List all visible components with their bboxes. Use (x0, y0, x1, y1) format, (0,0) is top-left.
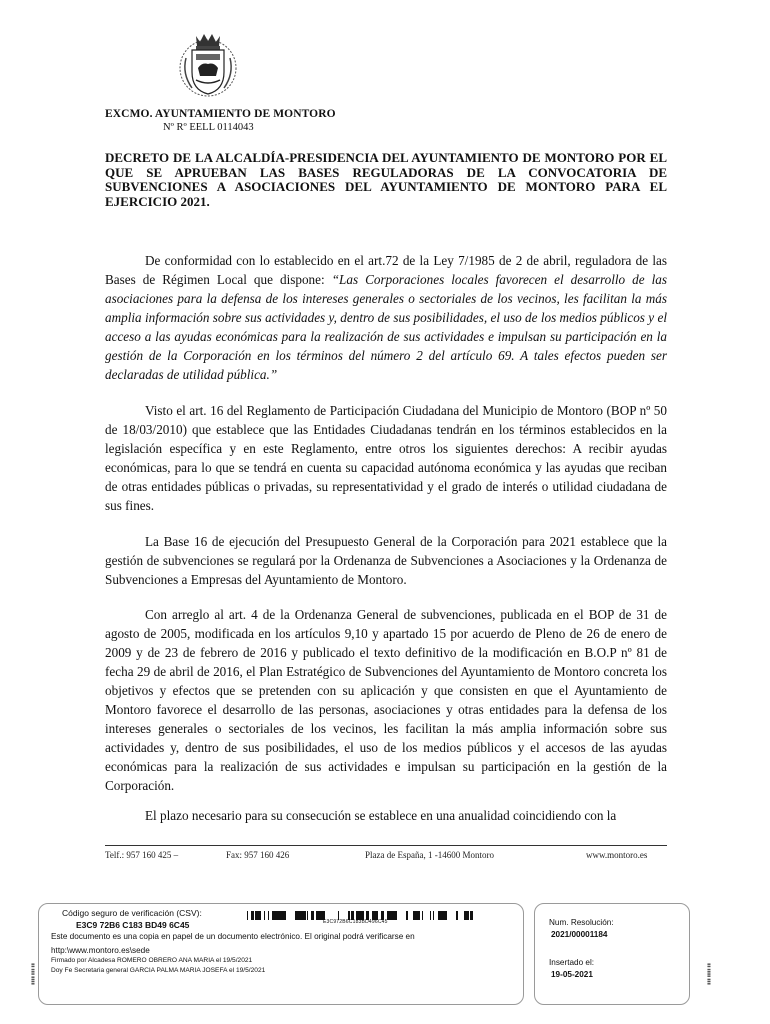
signed-by: Firmado por Alcadesa ROMERO OBRERO ANA MARIA el 19/5/2021 (51, 957, 253, 964)
margin-vertical-mark-left: ▮▮▮▮ ▮▮▮ ▮▮ (30, 963, 35, 985)
paragraph-5-text: El plazo necesario para su consecución se establece en una anualidad coincidiendo con la (145, 808, 617, 823)
barcode-bar (303, 911, 306, 920)
barcode-bar (307, 911, 308, 920)
barcode-bar (272, 911, 275, 920)
barcode-bar (389, 911, 391, 920)
barcode-bar (470, 911, 473, 920)
barcode-bar (418, 911, 420, 920)
barcode-bar (438, 911, 440, 920)
footer-phone: Telf.: 957 160 425 – (105, 850, 179, 860)
barcode-bar (279, 911, 282, 920)
barcode-bar (282, 911, 285, 920)
barcode-bar (466, 911, 469, 920)
barcode-bar (275, 911, 276, 920)
registry-number: Nº Rº EELL 0114043 (163, 122, 254, 133)
barcode-bar (285, 911, 286, 920)
decree-title: DECRETO DE LA ALCALDÍA-PRESIDENCIA DEL AYUNTAMIENTO DE MONTORO POR EL QUE SE APRUEBAN LAS BASES REGULADORAS DE LA CONVOCATORIA DE SUBVENCIONES A ASOCIACIONES DEL AYUNTAMIENTO DE MONTORO PARA EL EJERCICIO 2021. (105, 150, 667, 209)
paragraph-1-quote: “Las Corporaciones locales favorecen el desarrollo de las asociaciones para la defensa de los intereses generales o sectoriales de los vecinos, les facilitan la más amplia información sobre sus actividades y, dentro de sus posibilidades, el uso de los medios públicos y el acceso a las ayudas económicas para la realización de sus actividades e impulsan su participación en la gestión de la Corporación en los términos del número 2 del artículo 69. A tales efectos pueden ser declaradas de utilidad pública.” (105, 272, 667, 382)
footer-fax: Fax: 957 160 426 (226, 850, 290, 860)
coat-of-arms-icon (178, 28, 238, 100)
barcode-bar (391, 911, 394, 920)
barcode-bar (317, 911, 319, 920)
paragraph-3-text: La Base 16 de ejecución del Presupuesto General de la Corporación para 2021 establece que la gestión de subvenciones se regulará por la Ordenanza de Subvenciones a Asociaciones y la Ordenanza de Subvenciones a Empresas del Ayuntamiento de Montoro. (105, 534, 667, 587)
footer-divider (105, 845, 667, 846)
barcode-bar (311, 911, 314, 920)
barcode-bar (416, 911, 418, 920)
barcode-bar (301, 911, 303, 920)
paragraph-1-lead: De conformidad con lo establecido en el art.72 de la Ley 7/1985 de 2 de abril, reguladora de las Bases de Régimen Local que dispone: (105, 253, 667, 287)
paragraph-2-text: Visto el art. 16 del Reglamento de Participación Ciudadana del Municipio de Montoro (BOP nº 50 de 18/03/2010) que establece que las Entidades Ciudadanas tendrán en los términos establecidos en la legislación específica y en este Reglamento, entre otros los siguientes derechos: A recibir ayudas económicas, para lo que se tendrá en cuenta su capacidad autónoma económica y las ayudas que reciban de otras entidades públicas o privadas, su representatividad y el grado de interés o utilidad ciudadana de sus fines. (105, 403, 667, 513)
resolution-label: Num. Resolución: (549, 918, 614, 927)
barcode-bar (456, 911, 458, 920)
barcode-bar (440, 911, 443, 920)
barcode-bar (433, 911, 434, 920)
attested-by: Doy Fe Secretaria general GARCIA PALMA MARIA JOSEFA el 19/5/2021 (51, 967, 266, 974)
barcode-bar (247, 911, 248, 920)
barcode-bar (319, 911, 320, 920)
barcode-bar (268, 911, 269, 920)
barcode-bar (406, 911, 408, 920)
barcode-bar (394, 911, 397, 920)
paragraph-4-text: Con arreglo al art. 4 de la Ordenanza General de subvenciones, publicada en el BOP de 31 de agosto de 2005, modificada en los artículos 9,10 y apartado 15 por acuerdo de Pleno de 26 de enero de 2009 y de 23 de febrero de 2016 y publicado el texto definitivo de la modificación en B.O.P nº 81 de fecha 29 de abril de 2016, el Plan Estratégico de Subvenciones del Ayuntamiento de Montoro concreta los objetivos y efectos que se pretenden con su aplicación y que consisten en que el Ayuntamiento de Montoro favorece el desarrollo de las personas, asociaciones y otras entidades para la defensa de los intereses generales o sectoriales de los vecinos, les facilitan la más amplia información sobre sus actividades y, dentro de sus posibilidades, el uso de los medios públicos y el accesos de las ayudas económicas para la realización de sus actividades e impulsan su participación en la gestión de la Corporación. (105, 607, 667, 793)
inserted-value: 19-05-2021 (551, 970, 593, 979)
barcode-bar (277, 911, 278, 920)
resolution-value: 2021/00001184 (551, 930, 608, 939)
inserted-label: Insertado el: (549, 958, 595, 967)
barcode-bar (443, 911, 446, 920)
paragraph-4 (105, 605, 667, 795)
paragraph-5 (105, 806, 667, 825)
barcode-bar (316, 911, 317, 920)
csv-label: Código seguro de verificación (CSV): (62, 908, 202, 918)
verify-url[interactable]: http:\www.montoro.es\sede (51, 946, 150, 955)
footer-website: www.montoro.es (586, 850, 648, 860)
barcode-bar (298, 911, 301, 920)
barcode (247, 907, 473, 916)
barcode-bar (446, 911, 447, 920)
barcode-bar (264, 911, 265, 920)
paragraph-1 (105, 251, 667, 384)
csv-code: E3C9 72B6 C183 BD49 6C45 (76, 920, 190, 930)
barcode-bar (276, 911, 277, 920)
barcode-bar (413, 911, 415, 920)
paragraph-2 (105, 401, 667, 515)
barcode-bar (422, 911, 423, 920)
barcode-bar (430, 911, 431, 920)
barcode-bar (278, 911, 279, 920)
paragraph-3 (105, 532, 667, 589)
margin-vertical-mark-right: ▮▮▮ ▮▮▮▮ ▮▮ (706, 963, 711, 985)
footer-address: Plaza de España, 1 -14600 Montoro (365, 850, 494, 860)
barcode-bar (255, 911, 258, 920)
barcode-text: E3C972B6C183BD496C45 (323, 919, 388, 925)
barcode-bar (464, 911, 466, 920)
barcode-bar (251, 911, 254, 920)
barcode-bar (295, 911, 298, 920)
organization-name: EXCMO. AYUNTAMIENTO DE MONTORO (105, 108, 336, 120)
barcode-bar (258, 911, 261, 920)
copy-notice: Este documento es una copia en papel de un documento electrónico. El original podrá verificarse en (51, 932, 415, 941)
barcode-bar (415, 911, 416, 920)
